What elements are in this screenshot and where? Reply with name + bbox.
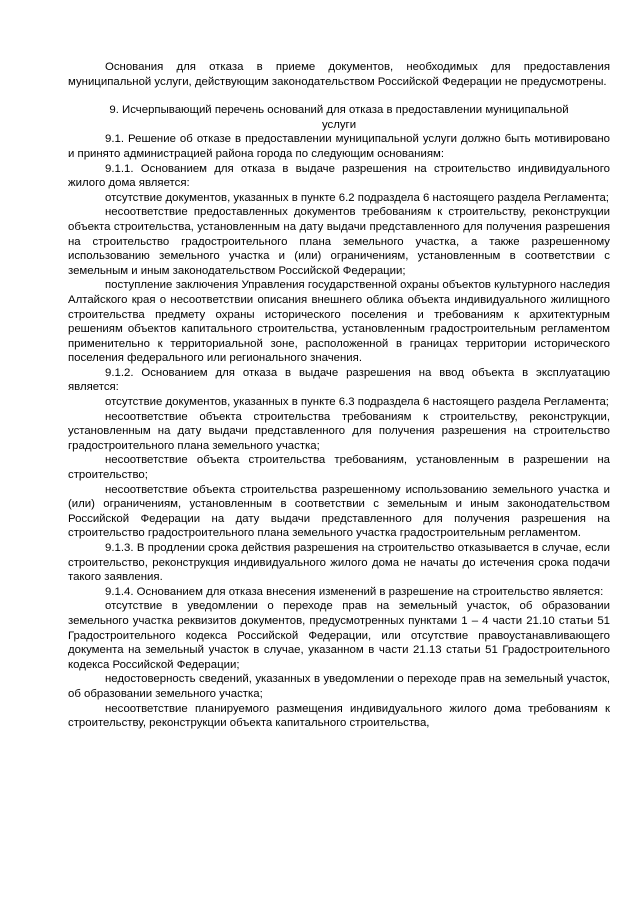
paragraph-9-1-3: 9.1.3. В продлении срока действия разрешения на строительство отказывается в случае, если строительство, реконструкция индивидуального жилого дома не начаты до истечения срока подачи такого заявления. — [68, 542, 610, 584]
intro-paragraph: Основания для отказа в приеме документов, необходимых для предоставления муниципальной услуги, действующим законодательством Российской Федерации не предусмотрены. — [68, 61, 610, 88]
paragraph-item: поступление заключения Управления государственной охраны объектов культурного наследия Алтайского края о несоответствии описания внешнего облика объекта индивидуального жилищного строительства предмету охраны исторического поселения и требованиям к архитектурным решениям объектов капитального строительства, установленным градостроительным регламентом применительно к территориальной зоне, расположенной в границах территории исторического поселения федерального или регионального значения. — [68, 279, 610, 365]
paragraph-item: несоответствие предоставленных документов требованиям к строительству, реконструкции объекта строительства, установленным на дату выдачи представленного для получения разрешения на строительство градостроительного плана земельного участка, а также разрешенному использованию земельного участка и (или) ограничениям, установленным в соответствии с земельным и иным законодательством Российской Федерации; — [68, 206, 610, 277]
paragraph-item: несоответствие объекта строительства требованиям к строительству, реконструкции, установленным на дату выдачи представленного для получения разрешения на строительство градостроительного плана земельного участка; — [68, 410, 610, 452]
paragraph-9-1-2: 9.1.2. Основанием для отказа в выдаче разрешения на ввод объекта в эксплуатацию является: — [68, 366, 610, 394]
paragraph-9-1-1: 9.1.1. Основанием для отказа в выдаче разрешения на строительство индивидуального жилого дома является: — [68, 162, 610, 190]
paragraph-item: несоответствие объекта строительства разрешенному использованию земельного участка и (или) ограничениям, установленным в соответствии с земельным и иным законодательством Российской Федерации на дату выдачи представленного для получения разрешения на строительство градостроительного плана земельного участка градостроительным регламентом. — [68, 483, 610, 540]
paragraph-item: отсутствие документов, указанных в пункте 6.2 подраздела 6 настоящего раздела Регламента; — [105, 191, 609, 204]
paragraph-9-1-4: 9.1.4. Основанием для отказа внесения изменений в разрешение на строительство является: — [105, 585, 604, 598]
paragraph-item: несоответствие объекта строительства требованиям, установленным в разрешении на строительство; — [68, 454, 610, 482]
section-heading: 9. Исчерпывающий перечень оснований для отказа в предоставлении муниципальной услуги — [109, 104, 569, 131]
paragraph-item: несоответствие планируемого размещения индивидуального жилого дома требованиям к строительству, реконструкции объекта капитального строительства, — [68, 702, 610, 730]
paragraph-item: недостоверность сведений, указанных в уведомлении о переходе прав на земельный участок, об образовании земельного участка; — [68, 673, 610, 700]
paragraph-9-1: 9.1. Решение об отказе в предоставлении муниципальной услуги должно быть мотивировано и принято администрацией района города по следующим основаниям: — [68, 133, 610, 160]
paragraph-item: отсутствие документов, указанных в пункте 6.3 подраздела 6 настоящего раздела Регламента; — [105, 396, 609, 409]
paragraph-item: отсутствие в уведомлении о переходе прав на земельный участок, об образовании земельного участка реквизитов документов, предусмотренных пунктами 1 – 4 части 21.10 статьи 51 Градостроительного кодекса Российской Федерации, или отсутствие правоустанавливающего документа на земельный участок в случае, указанном в части 21.13 статьи 51 Градостроительного кодекса Российской Федерации; — [68, 600, 610, 671]
